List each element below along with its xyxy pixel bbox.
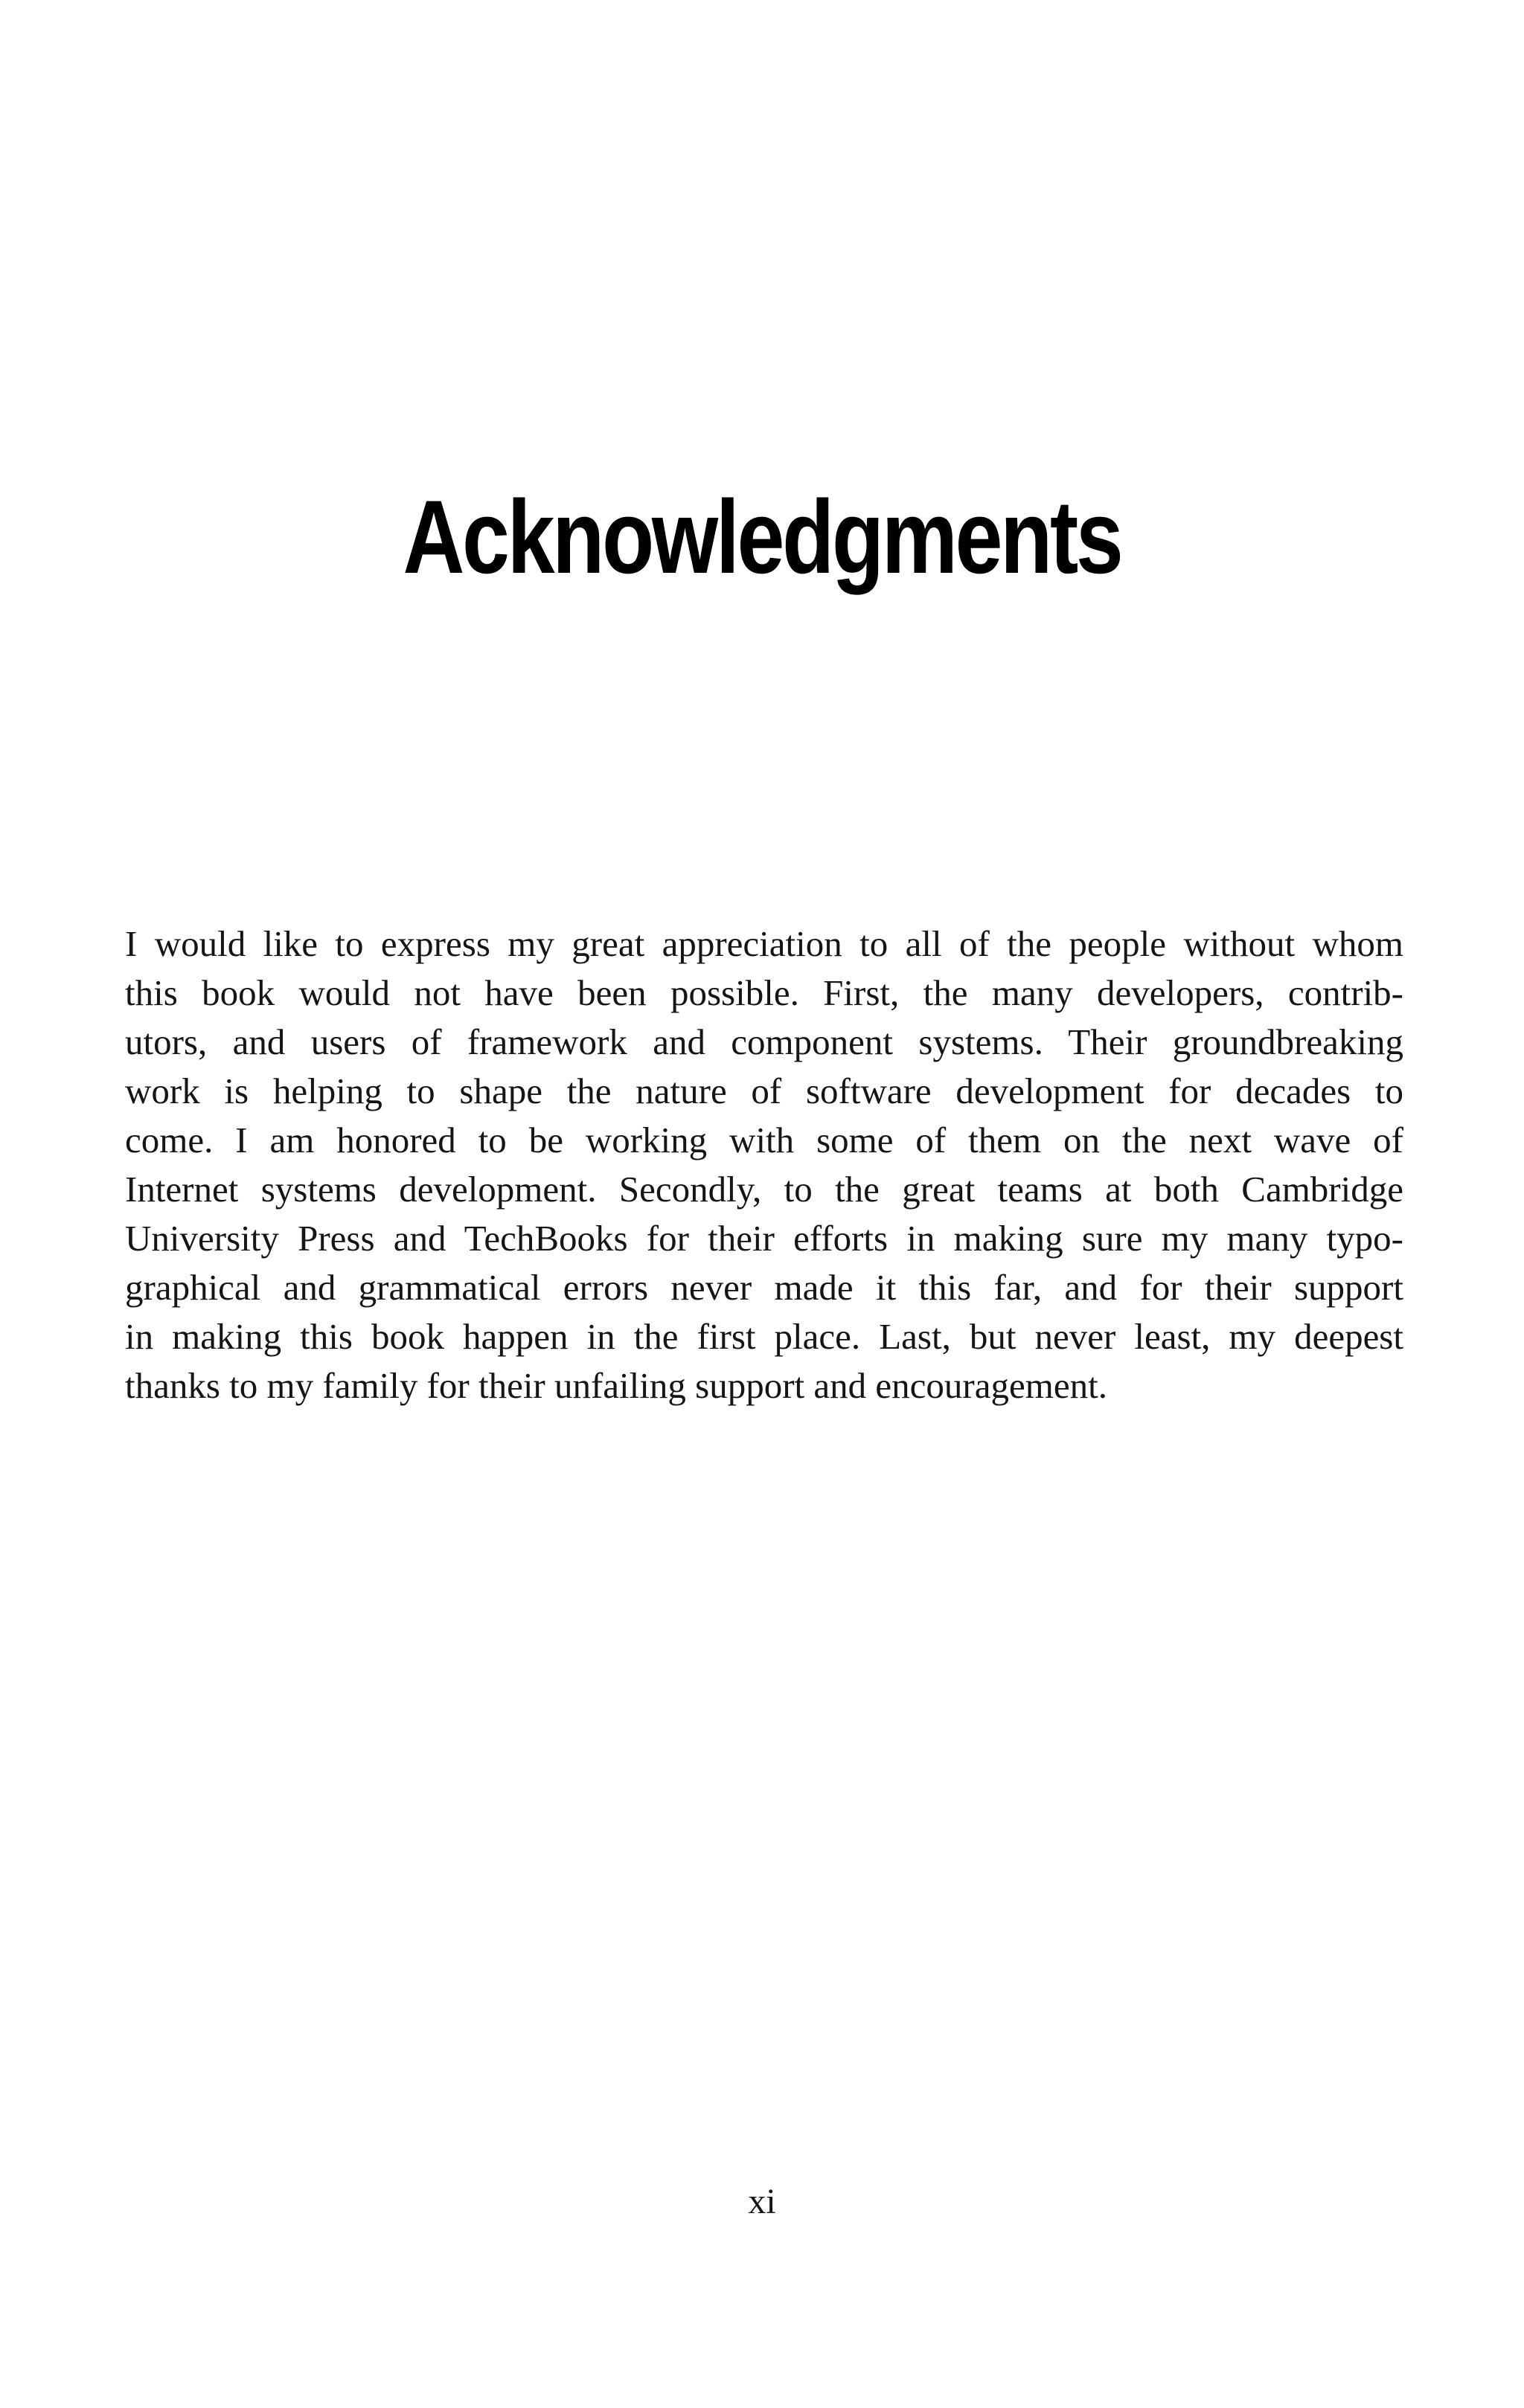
paragraph-line: utors, and users of framework and component systems. Their groundbreaking bbox=[125, 1021, 1403, 1062]
paragraph-line: come. I am honored to be working with some of them on the next wave of bbox=[125, 1120, 1403, 1160]
paragraph-line: in making this book happen in the first place. Last, but never least, my deepest bbox=[125, 1316, 1403, 1357]
paragraph-line: this book would not have been possible. First, the many developers, contrib- bbox=[125, 972, 1403, 1013]
paragraph-line: University Press and TechBooks for their efforts in making sure my many typo- bbox=[125, 1218, 1403, 1259]
paragraph-line: graphical and grammatical errors never made it this far, and for their support bbox=[125, 1267, 1403, 1308]
page-title: Acknowledgments bbox=[403, 478, 1121, 595]
paragraph-line: I would like to express my great appreciation to all of the people without whom bbox=[125, 923, 1403, 964]
paragraph-line: work is helping to shape the nature of software development for decades to bbox=[125, 1070, 1403, 1111]
page-number: xi bbox=[748, 2182, 776, 2221]
paragraph-line: thanks to my family for their unfailing support and encouragement. bbox=[125, 1365, 1107, 1406]
acknowledgments-paragraph bbox=[125, 919, 1403, 1410]
paragraph-line: Internet systems development. Secondly, to the great teams at both Cambridge bbox=[125, 1169, 1403, 1210]
